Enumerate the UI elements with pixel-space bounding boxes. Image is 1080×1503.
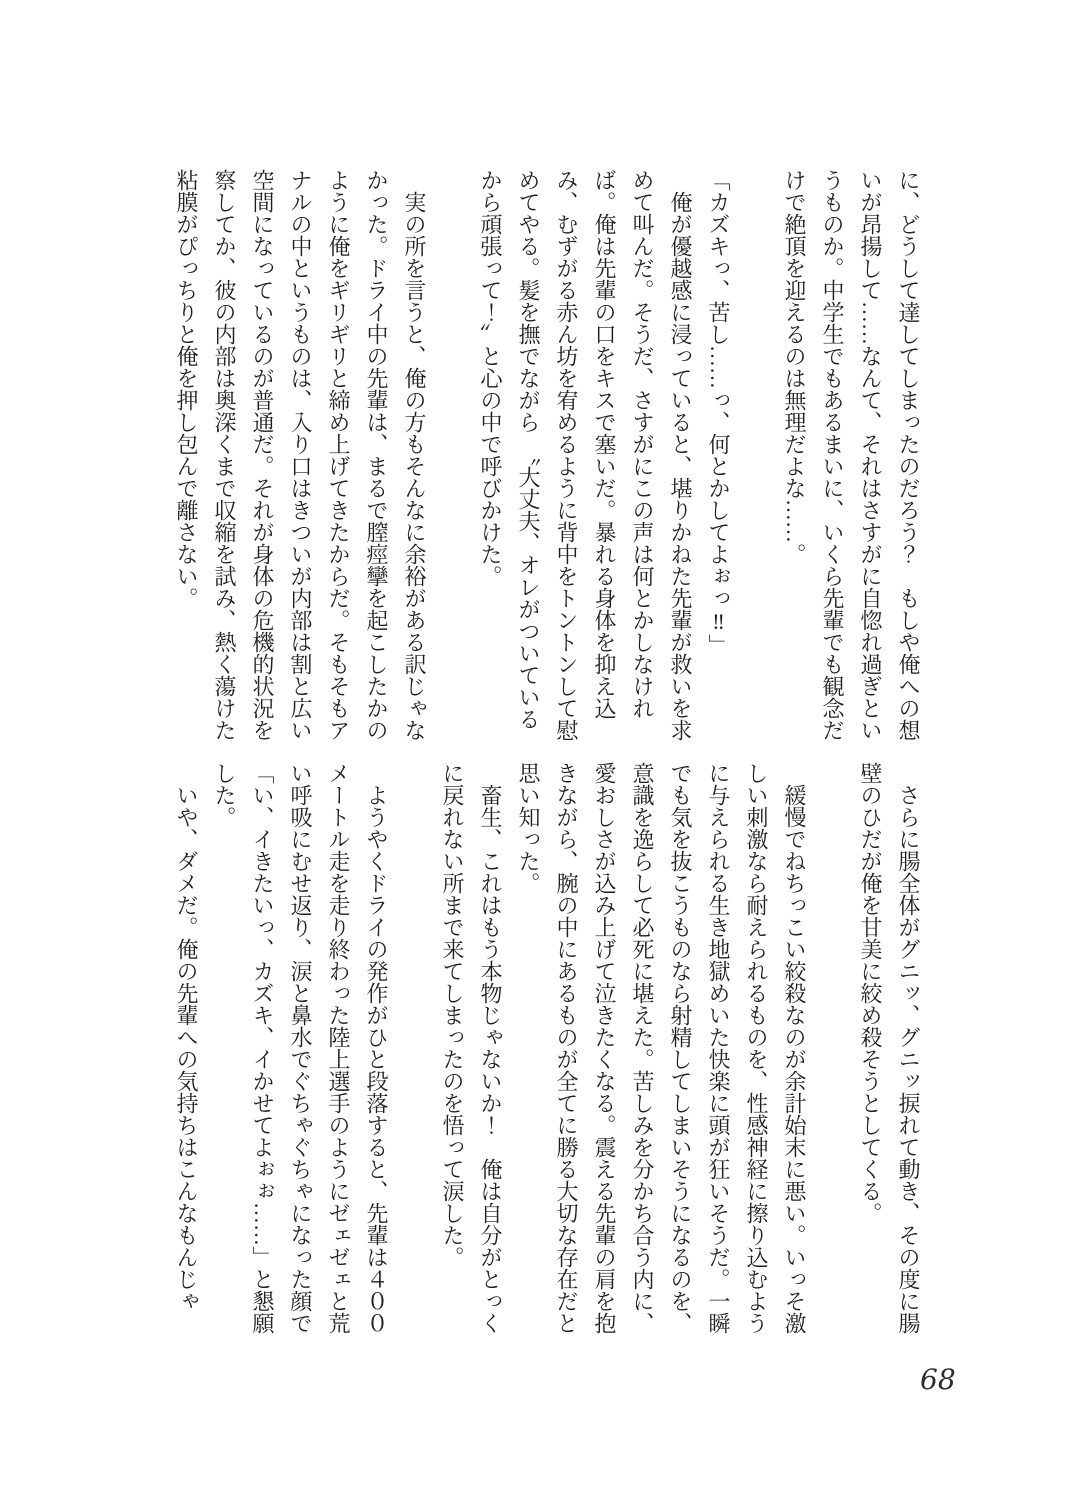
paragraph: 俺が優越感に浸っていると、堪りかねた先輩が救いを求めて叫んだ。そうだ、さすがにこの声は何とかしなければ。俺は先輩の口をキスで塞いだ。暴れる身体を抑え込み、むずがる赤ん坊を宥めるように背中をトントンして慰めてやる。髪を撫でながら 〝大丈夫、オレがついているから頑張って！〟と心の中で呼びかけた。 bbox=[478, 169, 693, 741]
text-block-upper bbox=[167, 169, 927, 742]
text-block-lower bbox=[167, 762, 927, 1335]
paragraph: ようやくドライの発作がひと段落すると、先輩は４００メートル走を走り終わった陸上選手のようにゼェゼェと荒い呼吸にむせ返り、涙と鼻水でぐちゃぐちゃになった顔で「い、イきたいっ、カズキ、イかせてよぉぉ……」と懇願した。 bbox=[212, 762, 389, 1334]
blank-line bbox=[737, 169, 775, 742]
paragraph: に、どうして達してしまったのだろう？ もしや俺への想いが昂揚して……なんて、それはさすがに自惚れ過ぎというものか。中学生でもあるまいに、いくら先輩でも観念だけで絶頂を迎えるのは無理だよな……。 bbox=[782, 169, 921, 741]
paragraph: いや、ダメだ。俺の先輩への気持ちはこんなもんじゃ bbox=[174, 784, 199, 1312]
paragraph: 実の所を言うと、俺の方もそんなに余裕がある訳じゃなかった。ドライ中の先輩は、まるで膣痙攣を起こしたかのように俺をギリギリと締め上げてきたからだ。そもそもアナルの中というものは、入り口はきついが内部は割と広い空間になっているのが普通だ。それが身体の危機的状況を察してか、彼の内部は奥深くまで収縮を試み、熱く蕩けた粘膜がぴっちりと俺を押し包んで離さない。 bbox=[174, 169, 427, 741]
blank-line bbox=[395, 762, 433, 1335]
paragraph: 畜生、これはもう本物じゃないか！ 俺は自分がとっくに戻れない所まで来てしまったのを悟って涙した。 bbox=[440, 762, 503, 1334]
blank-line bbox=[433, 169, 471, 742]
paragraph: 緩慢でねちっこい絞殺なのが余計始末に悪い。いっそ激しい刺激なら耐えられるものを、性感神経に擦り込むように与えられる生き地獄めいた快楽に頭が狂いそうだ。一瞬でも気を抜こうものなら射精してしまいそうになるのを、意識を逸らして必死に堪えた。苦しみを分かち合う内に、愛おしさが込み上げて泣きたくなる。震える先輩の肩を抱きながら、腕の中にあるものが全てに勝る大切な存在だと思い知った。 bbox=[516, 762, 807, 1334]
blank-line bbox=[813, 762, 851, 1335]
page-number: 68 bbox=[920, 1363, 956, 1396]
paragraph: さらに腸全体がグニッ、グニッ捩れて動き、その度に腸壁のひだが俺を甘美に絞め殺そうとしてくる。 bbox=[858, 762, 921, 1334]
paragraph-dialogue: 「カズキっ、苦し……っ、何とかしてよぉっ‼」 bbox=[706, 169, 731, 656]
